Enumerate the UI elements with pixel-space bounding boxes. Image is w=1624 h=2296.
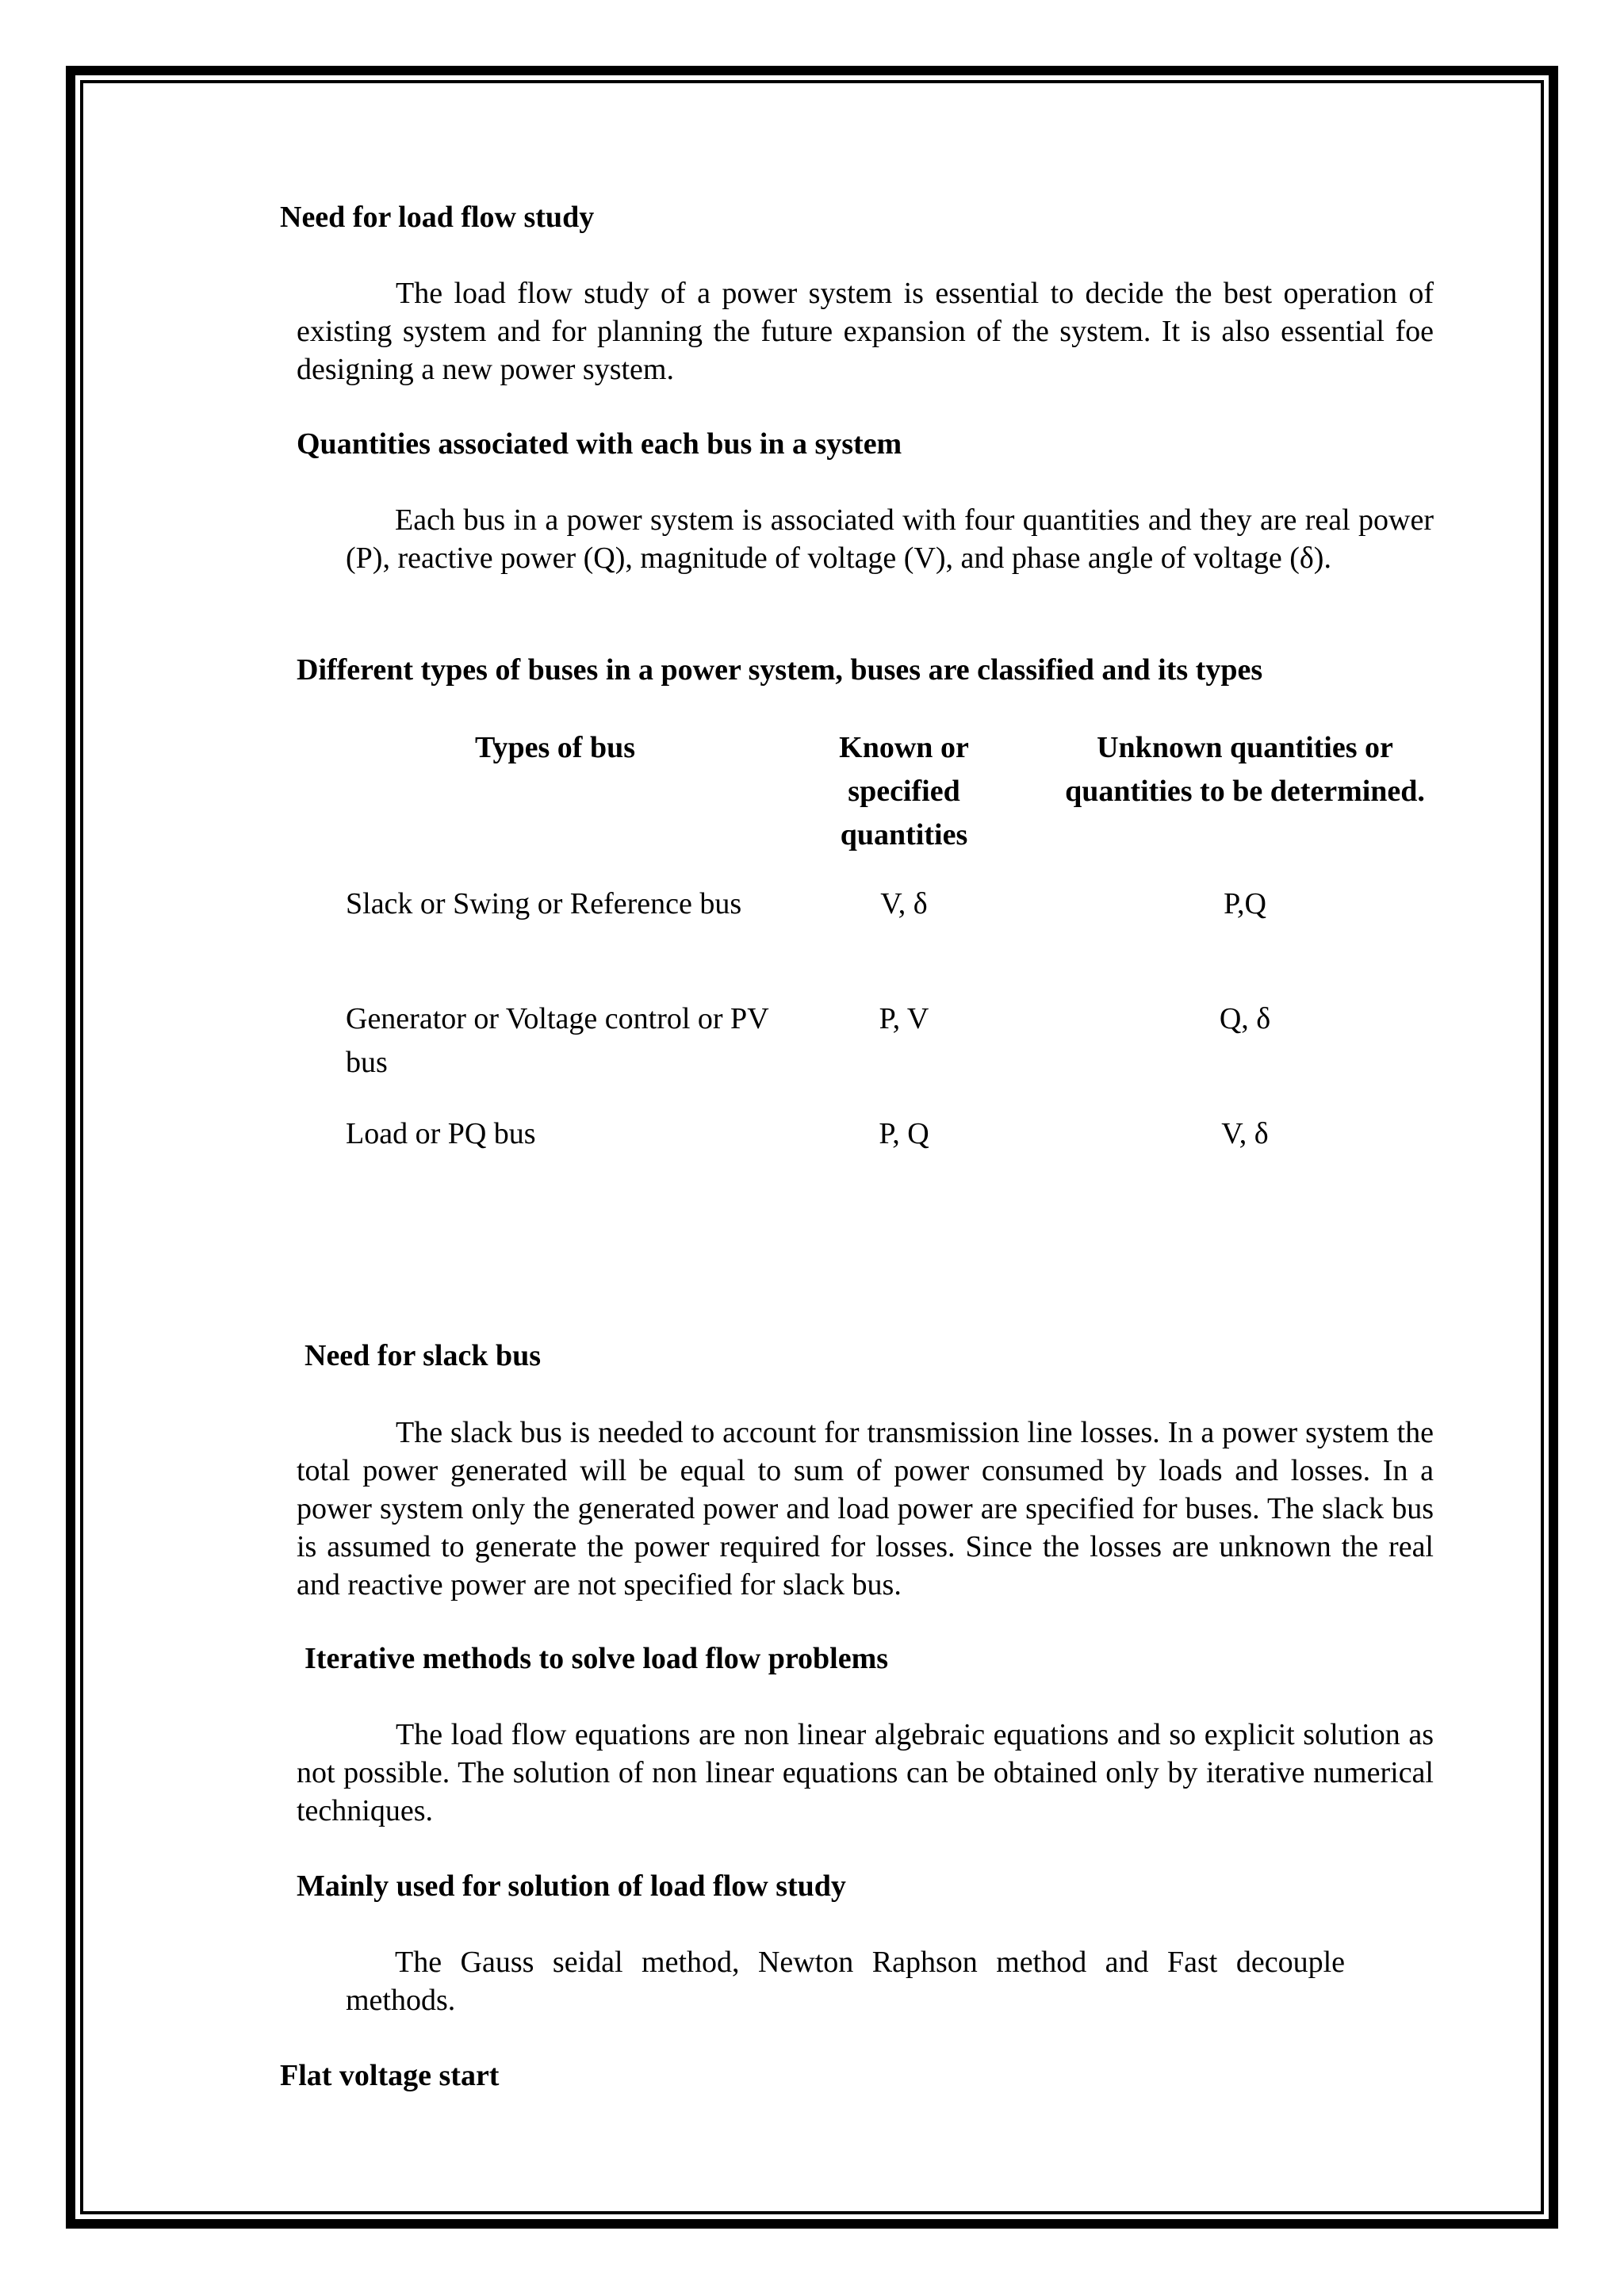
paragraph-iterative-methods: The load flow equations are non linear algebraic equations and so explicit solution as not possible. The solution of non linear equations can be obtained only by iterative numerical techniques. (297, 1718, 1434, 1827)
table-cell-type: Load or PQ bus (346, 1117, 536, 1150)
paragraph-need-load-flow: The load flow study of a power system is essential to decide the best operation of existing system and for planning the future expansion of the system. It is also essential foe designing a new power system. (297, 277, 1434, 386)
heading-flat-voltage-start: Flat voltage start (280, 2059, 500, 2092)
heading-mainly-used: Mainly used for solution of load flow study (297, 1869, 846, 1903)
heading-need-load-flow: Need for load flow study (280, 201, 595, 234)
table-cell-known: P, Q (879, 1117, 929, 1150)
table-header-known: Known or specified quantities (839, 731, 969, 851)
heading-iterative-methods: Iterative methods to solve load flow problems (304, 1642, 889, 1675)
table-header-unknown: Unknown quantities or quantities to be determined. (1065, 731, 1425, 808)
table-header-type: Types of bus (474, 731, 636, 764)
table-cell-unknown: P,Q (1224, 887, 1266, 920)
paragraph-quantities: Each bus in a power system is associated with four quantities and they are real power (P), reactive power (Q), magnitude of voltage (V), and phase angle of voltage (δ). (346, 503, 1434, 575)
paragraph-slack-bus: The slack bus is needed to account for transmission line losses. In a power system the total power generated will be equal to sum of power consumed by loads and losses. In a power system only the generated power and load power are specified for buses. The slack bus is assumed to generate the power required for losses. Since the losses are unknown the real and reactive power are not specified for slack bus. (297, 1416, 1434, 1601)
table-cell-known: V, δ (880, 887, 928, 920)
table-cell-type: Slack or Swing or Reference bus (346, 887, 742, 920)
table-cell-unknown: Q, δ (1219, 1002, 1271, 1035)
heading-slack-bus: Need for slack bus (304, 1339, 542, 1372)
heading-bus-types: Different types of buses in a power system, buses are classified and its types (297, 653, 1263, 687)
heading-quantities: Quantities associated with each bus in a system (297, 427, 902, 461)
paragraph-mainly-used: The Gauss seidal method, Newton Raphson method and Fast decouple methods. (346, 1946, 1345, 2017)
table-cell-unknown: V, δ (1221, 1117, 1269, 1150)
table-cell-known: P, V (879, 1002, 929, 1035)
table-cell-type: Generator or Voltage control or PV bus (346, 1002, 768, 1079)
